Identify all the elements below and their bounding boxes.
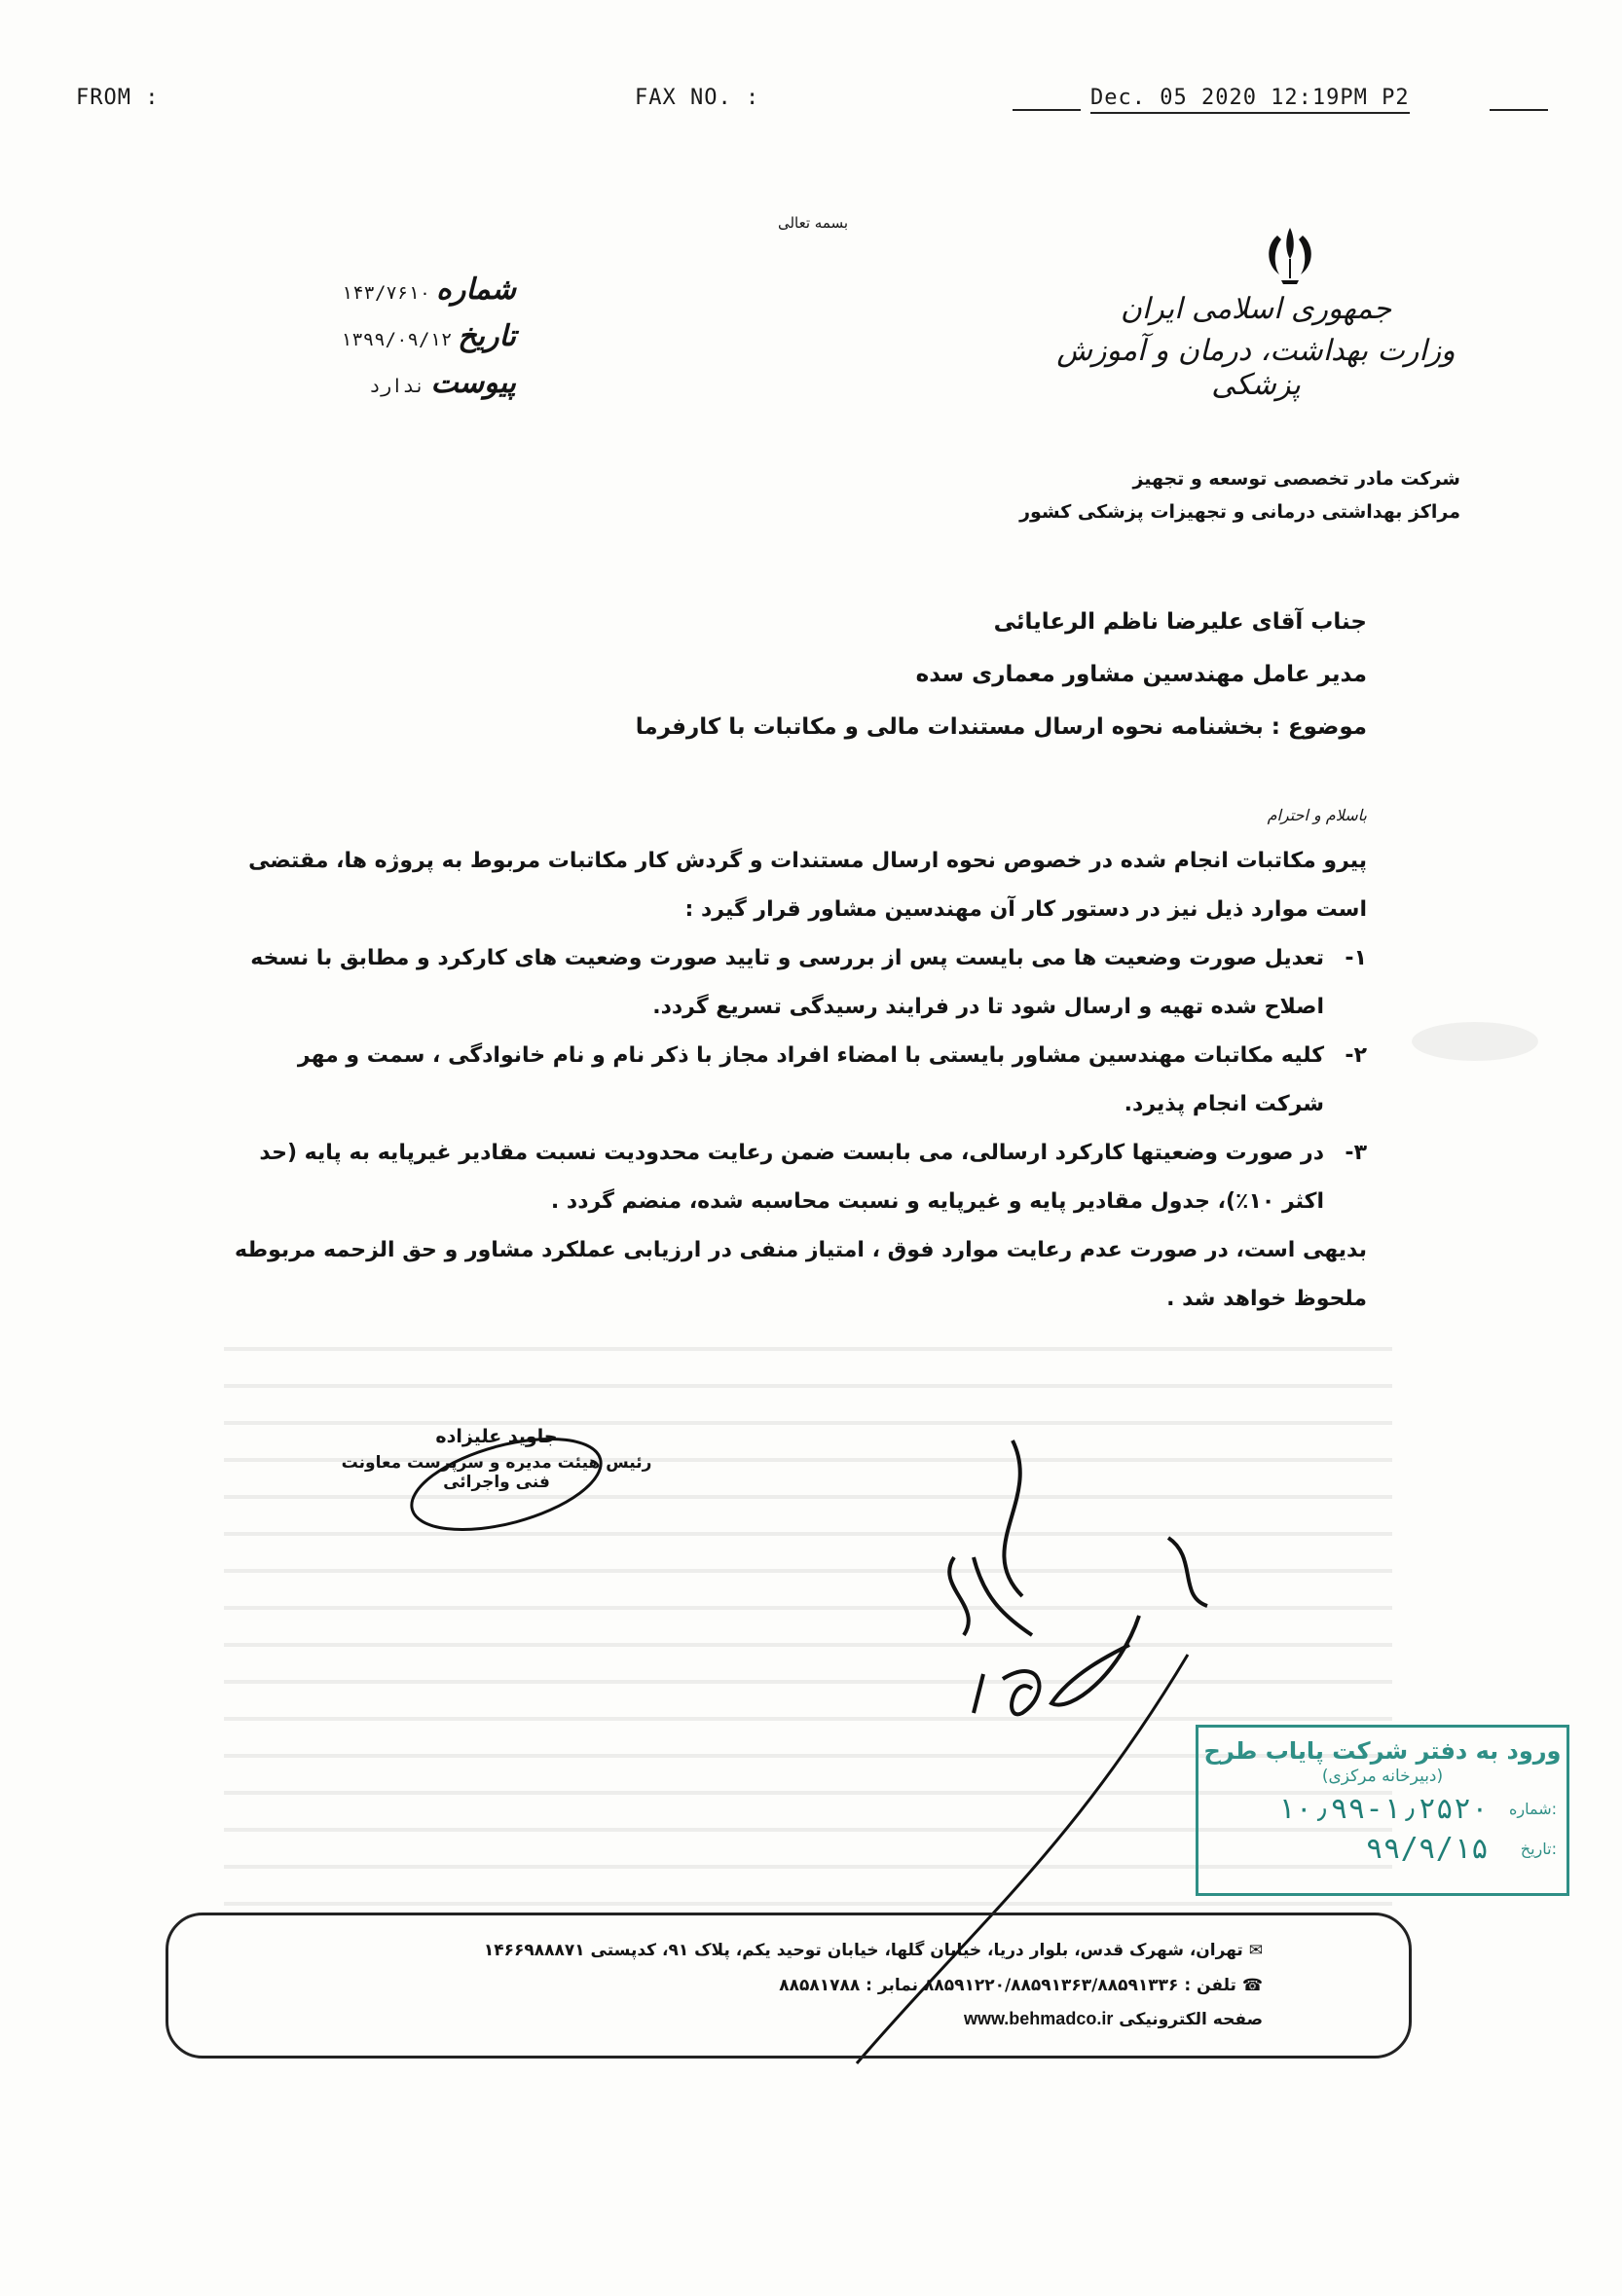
letterhead-footer: [166, 1913, 1412, 2059]
ministry-line-1: جمهوری اسلامی ایران: [1120, 292, 1392, 326]
meta-date-label: تاریخ: [458, 319, 516, 353]
greeting: باسلام و احترام: [1267, 806, 1367, 824]
company-line-2: مراکز بهداشتی درمانی و تجهیزات پزشکی کشور: [1019, 501, 1460, 523]
stamp-number-label: شماره:: [1508, 1800, 1557, 1818]
invocation-text: بسمه تعالی: [777, 214, 849, 232]
stamp-date-label: تاریخ:: [1520, 1840, 1557, 1858]
address-text: تهران، شهرک قدس، بلوار دریا، خیابان گلها، خیابان توحید یکم، پلاک ۹۱، کدپستی ۱۴۶۶۹۸۸۸۷۱: [483, 1941, 1243, 1960]
envelope-icon: ✉: [1242, 1941, 1263, 1960]
footer-website: [964, 2009, 1263, 2029]
recipient-role: مدیر عامل مهندسین مشاور معماری سده: [915, 662, 1367, 687]
meta-attachment-label: پیوست: [430, 366, 516, 400]
website-url: www.behmadco.ir: [963, 2009, 1114, 2028]
stamp-number-value: ۱۰٫۹۹-۱٫۲۵۲۰: [1277, 1792, 1489, 1826]
footer-phones: [779, 1976, 1263, 1995]
stamp-title: ورود به دفتر شرکت پایاب طرح: [1203, 1737, 1562, 1765]
meta-date-value: ۱۳۹۹/۰۹/۱۲: [340, 329, 453, 350]
recipient-name: جناب آقای علیرضا ناظم الرعایائی: [993, 609, 1367, 635]
phone-icon: ☎: [1235, 1976, 1263, 1995]
stamp-number-row: [1198, 1792, 1567, 1826]
company-line-1: شرکت مادر تخصصی توسعه و تجهیز: [1132, 468, 1460, 490]
stamp-date-row: [1198, 1832, 1567, 1866]
body-closing: بدیهی است، در صورت عدم رعایت موارد فوق ، امتیاز منفی در ارزیابی عملکرد مشاور و حق الزحمه مربوطه ملحوظ خواهد شد .: [235, 1238, 1367, 1311]
signatory-name: جاوید علیزاده: [435, 1426, 558, 1447]
meta-number-value: ۱۴۳/۷۶۱۰: [341, 282, 431, 304]
fax-number-label: FAX NO. :: [635, 86, 760, 110]
meta-number-label: شماره: [436, 273, 516, 307]
fax-date: Dec. 05 2020 12:19PM P2: [1090, 86, 1410, 114]
body-intro: پیرو مکاتبات انجام شده در خصوص نحوه ارسال مستندات و گردش کار مکاتبات مربوط به پروژه ها، مقتضی است موارد ذیل نیز در دستور کار آن مهندسین مشاور قرار گیرد :: [248, 849, 1367, 922]
letter-subject: موضوع : بخشنامه نحوه ارسال مستندات مالی و مکاتبات با کارفرما: [635, 714, 1367, 740]
list-item-number: ۳-: [1345, 1141, 1367, 1165]
fax-from-label: FROM :: [76, 86, 160, 110]
received-stamp: [1196, 1725, 1569, 1896]
stamp-date-value: ۹۹/۹/۱۵: [1365, 1832, 1489, 1866]
list-item-text: تعدیل صورت وضعیت ها می بایست پس از بررسی و تایید صورت وضعیت های کارکرد و مطابق با نسخه اصلاح شده تهیه و ارسال شود تا در فرایند رسیدگی تسریع گردد.: [250, 946, 1324, 1019]
website-label: صفحه الکترونیکی: [1119, 2010, 1263, 2029]
phones-text: تلفن : ۸۸۵۹۱۲۲۰/۸۸۵۹۱۳۶۳/۸۸۵۹۱۳۳۶ نمابر : ۸۸۵۸۱۷۸۸: [779, 1976, 1236, 1995]
meta-attachment-value: ندارد: [369, 376, 425, 397]
footer-address: [484, 1941, 1263, 1960]
list-item-number: ۱-: [1345, 946, 1367, 970]
stamp-subtitle: (دبیرخانه مرکزی): [1321, 1767, 1444, 1786]
ministry-line-2: وزارت بهداشت، درمان و آموزش پزشکی: [1056, 334, 1456, 402]
list-item-number: ۲-: [1345, 1043, 1367, 1068]
list-item-text: در صورت وضعیتها کارکرد ارسالی، می بابست ضمن رعایت محدودیت نسبت مقادیر غیرپایه به پایه (حد اکثر ۱۰٪)، جدول مقادیر پایه و غیرپایه و نسبت محاسبه شده، منضم گردد .: [259, 1141, 1324, 1214]
list-item-text: کلیه مکاتبات مهندسین مشاور بایستی با امضاء افراد مجاز با ذکر نام و نام خانوادگی ، سمت و مهر شرکت انجام پذیرد.: [297, 1043, 1324, 1116]
signatory-title: رئیس هیئت مدیره و سرپرست معاونت فنی واجرائی: [341, 1453, 652, 1492]
